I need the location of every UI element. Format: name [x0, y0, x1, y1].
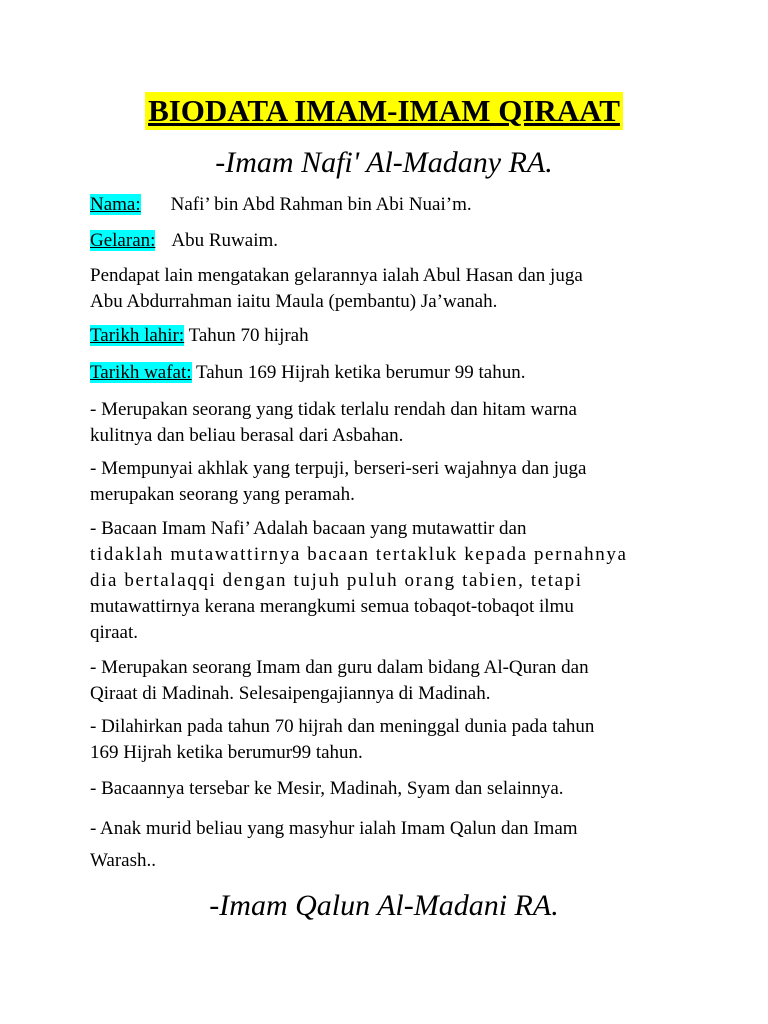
point-line: Warash..: [90, 850, 156, 871]
heading-dash: -: [215, 146, 226, 179]
point-2: [90, 456, 690, 508]
point-line: merupakan seorang yang peramah.: [90, 484, 355, 505]
field-gelaran: [90, 228, 690, 254]
point-line: tidaklah mutawattirnya bacaan tertakluk kepada pernahnya: [90, 544, 628, 565]
field-tarikh-lahir: [90, 323, 690, 349]
section-heading-qalun: -Imam Qalun Al-Madani RA.: [209, 889, 559, 922]
gelaran-note-line: Abu Abdurrahman iaitu Maula (pembantu) Ja’wanah.: [90, 291, 498, 312]
title-block: [0, 92, 768, 130]
field-nama: [90, 192, 690, 218]
heading-text: Imam Nafi' Al-Madany RA.: [225, 146, 553, 179]
document-title: BIODATA IMAM-IMAM QIRAAT: [145, 92, 623, 130]
point-line: - Merupakan seorang Imam dan guru dalam bidang Al-Quran dan: [90, 657, 589, 678]
tarikh-lahir-label: Tarikh lahir:: [90, 325, 185, 346]
nama-label: Nama:: [90, 194, 141, 215]
point-line: - Dilahirkan pada tahun 70 hijrah dan meninggal dunia pada tahun: [90, 716, 595, 737]
point-1: [90, 397, 690, 449]
point-line: - Bacaannya tersebar ke Mesir, Madinah, Syam dan selainnya.: [90, 778, 564, 799]
point-line: dia bertalaqqi dengan tujuh puluh orang tabien, tetapi: [90, 570, 583, 591]
point-line: qiraat.: [90, 622, 139, 643]
tarikh-wafat-label: Tarikh wafat:: [90, 362, 192, 383]
point-line: - Merupakan seorang yang tidak terlalu rendah dan hitam warna: [90, 399, 577, 420]
section-heading-nafi: [0, 145, 768, 181]
tarikh-lahir-value: Tahun 70 hijrah: [184, 325, 309, 346]
point-line: Qiraat di Madinah. Selesaipengajiannya di Madinah.: [90, 683, 491, 704]
point-7: [90, 813, 690, 877]
point-3: [90, 516, 690, 646]
point-line: - Anak murid beliau yang masyhur ialah Imam Qalun dan Imam: [90, 818, 578, 839]
point-line: kulitnya dan beliau berasal dari Asbahan.: [90, 425, 404, 446]
field-tarikh-wafat: [90, 360, 690, 386]
gelaran-note: [90, 263, 690, 315]
gelaran-value: Abu Ruwaim.: [171, 230, 279, 251]
point-6: [90, 776, 690, 802]
nama-value: Nafi’ bin Abd Rahman bin Abi Nuai’m.: [170, 194, 472, 215]
gelaran-note-line: Pendapat lain mengatakan gelarannya ialah Abul Hasan dan juga: [90, 265, 583, 286]
point-line: mutawattirnya kerana merangkumi semua tobaqot-tobaqot ilmu: [90, 596, 574, 617]
point-5: [90, 714, 690, 766]
point-4: [90, 655, 690, 707]
gelaran-label: Gelaran:: [90, 230, 156, 251]
point-line: 169 Hijrah ketika berumur99 tahun.: [90, 742, 363, 763]
tarikh-wafat-value: Tahun 169 Hijrah ketika berumur 99 tahun.: [191, 362, 526, 383]
point-line: - Mempunyai akhlak yang terpuji, berseri-seri wajahnya dan juga: [90, 458, 587, 479]
point-line: - Bacaan Imam Nafi’ Adalah bacaan yang mutawattir dan: [90, 518, 527, 539]
